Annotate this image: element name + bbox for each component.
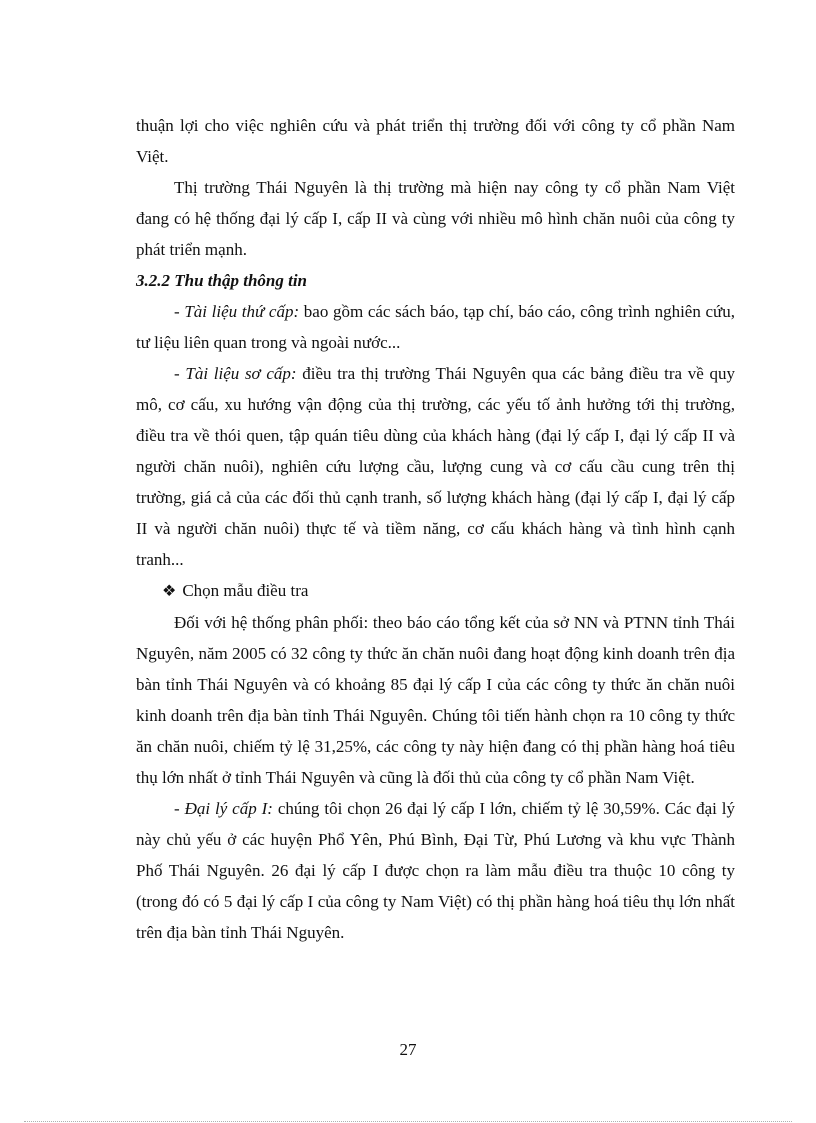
list-dash: -	[174, 302, 185, 321]
section-heading: 3.2.2 Thu thập thông tin	[136, 271, 308, 290]
bullet-sample-selection	[136, 575, 735, 607]
diamond-bullet-icon: ❖	[162, 583, 177, 600]
level-one-agent-text: chúng tôi chọn 26 đại lý cấp I lớn, chiếm tỷ lệ 30,59%. Các đại lý này chủ yếu ở các huyện Phổ Yên, Phú Bình, Đại Từ, Phú Lương và khu vực Thành Phố Thái Nguyên. 26 đại lý cấp I được chọn ra làm mẫu điều tra thuộc 10 công ty (trong đó có 5 đại lý cấp I của công ty Nam Việt) có thị phần hàng hoá tiêu thụ lớn nhất trên địa bàn tỉnh Thái Nguyên.	[136, 799, 735, 942]
list-dash: -	[174, 364, 186, 383]
secondary-data-text: bao gồm các sách báo, tạp chí, báo cáo, công trình nghiên cứu, tư liệu liên quan trong và ngoài nước...	[136, 302, 735, 352]
term-primary-data: Tài liệu sơ cấp:	[185, 364, 297, 383]
page-number: 27	[399, 1040, 417, 1059]
term-level-one-agent: Đại lý cấp I:	[184, 799, 273, 818]
paragraph-distribution-system: Đối với hệ thống phân phối: theo báo cáo tổng kết của sở NN và PTNN tỉnh Thái Nguyên, năm 2005 có 32 công ty thức ăn chăn nuôi đang hoạt động kinh doanh trên địa bàn tỉnh Thái Nguyên và có khoảng 85 đại lý cấp I của các công ty thức ăn chăn nuôi kinh doanh trên địa bàn tỉnh Thái Nguyên. Chúng tôi tiến hành chọn ra 10 công ty thức ăn chăn nuôi, chiếm tỷ lệ 31,25%, các công ty này hiện đang có thị phần hàng hoá tiêu thụ lớn nhất ở tỉnh Thái Nguyên và cũng là đối thủ của công ty cổ phần Nam Việt.	[136, 613, 735, 787]
page-bottom-divider	[24, 1121, 792, 1122]
list-dash: -	[174, 799, 185, 818]
primary-data-text: điều tra thị trường Thái Nguyên qua các bảng điều tra về quy mô, cơ cấu, xu hướng vận động của thị trường, các yếu tố ảnh hưởng tới thị trường, điều tra về thói quen, tập quán tiêu dùng của khách hàng (đại lý cấp I, đại lý cấp II và người chăn nuôi), nghiên cứu lượng cầu, lượng cung và cơ cấu cầu cung trên thị trường, giá cả của các đối thủ cạnh tranh, số lượng khách hàng (đại lý cấp I, đại lý cấp II và người chăn nuôi) thực tế và tiềm năng, cơ cấu khách hàng và tình hình cạnh tranh...	[136, 364, 735, 569]
paragraph-thai-nguyen-market: Thị trường Thái Nguyên là thị trường mà hiện nay công ty cổ phần Nam Việt đang có hệ thống đại lý cấp I, cấp II và cùng với nhiều mô hình chăn nuôi của công ty phát triển mạnh.	[136, 178, 735, 259]
page-body	[136, 110, 735, 948]
paragraph-secondary-data	[136, 296, 735, 358]
paragraph-level-one-agents	[136, 793, 735, 948]
term-secondary-data: Tài liệu thứ cấp:	[184, 302, 300, 321]
bullet-text: Chọn mẫu điều tra	[182, 581, 309, 600]
paragraph-continuation: thuận lợi cho việc nghiên cứu và phát triển thị trường đối với công ty cổ phần Nam Việt.	[136, 116, 735, 166]
paragraph-primary-data	[136, 358, 735, 575]
